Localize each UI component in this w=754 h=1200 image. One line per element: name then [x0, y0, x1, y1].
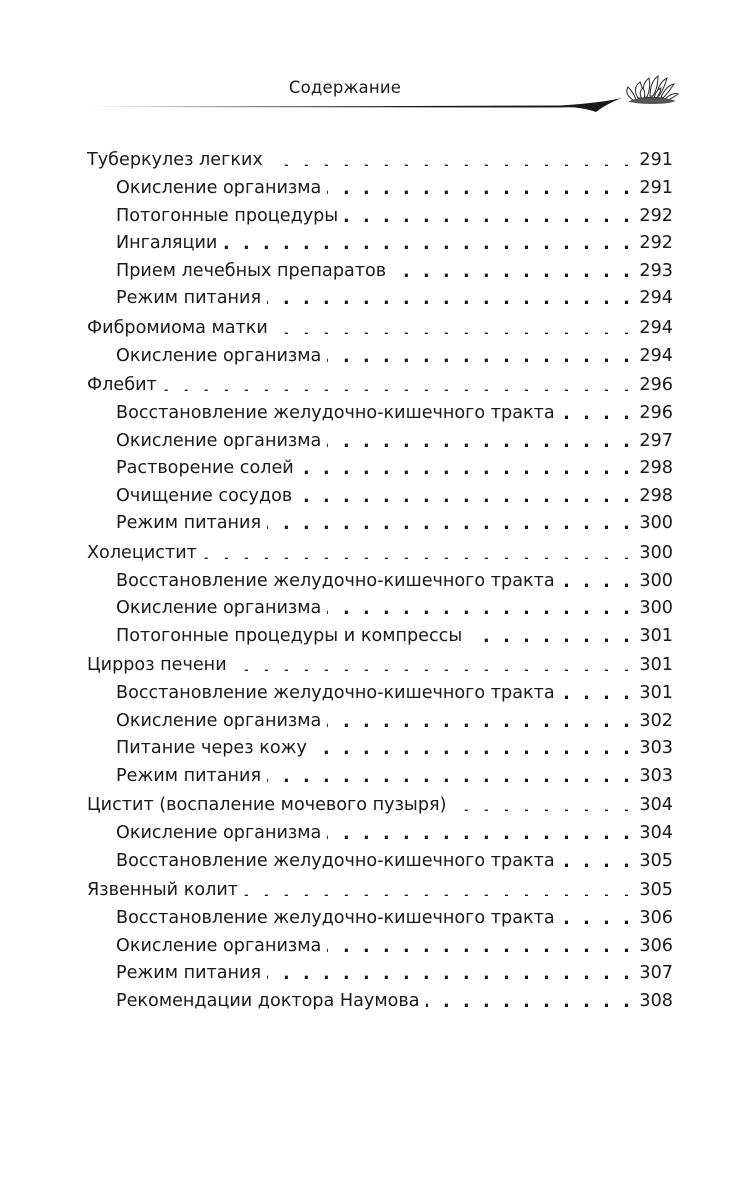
toc-entry-title: Окисление организма [116, 430, 322, 451]
toc-section-entry [87, 988, 673, 1016]
toc-entry-page-number: 293 [639, 260, 673, 281]
toc-entry-title: Восстановление желудочно-кишечного тракта [116, 683, 555, 703]
toc-entry-page-number: 291 [639, 150, 673, 170]
toc-entry-page-number: 296 [639, 375, 673, 395]
toc-chapter-entry [87, 875, 673, 905]
toc-entry-title: Режим питания [116, 513, 262, 533]
toc-entry-title: Окисление организма [116, 598, 322, 618]
toc-section-entry [87, 203, 673, 231]
toc-entry-page-number: 296 [639, 403, 673, 423]
toc-entry-page-number: 307 [639, 963, 673, 983]
dot-leader [300, 456, 634, 474]
toc-section-entry [87, 175, 673, 203]
toc-entry-title: Потогонные процедуры [116, 205, 339, 226]
toc-entry-title: Режим питания [116, 288, 262, 308]
toc-entry-page-number: 298 [639, 485, 673, 506]
toc-entry-title: Туберкулез легких [87, 150, 263, 170]
toc-entry-title: Цирроз печени [87, 655, 227, 675]
dot-leader [344, 204, 633, 222]
toc-chapter-entry [87, 313, 673, 343]
toc-section-entry [87, 595, 673, 623]
toc-chapter-entry [87, 538, 673, 568]
toc-entry-title: Окисление организма [116, 345, 322, 366]
dot-leader [327, 176, 633, 194]
toc-section-entry [87, 820, 673, 848]
toc-section-entry [87, 960, 673, 988]
dot-leader [561, 906, 634, 924]
toc-entry-title: Питание через кожу [116, 738, 307, 758]
dot-leader [203, 541, 634, 559]
dot-leader [233, 653, 634, 671]
toc-entry-page-number: 292 [639, 233, 673, 253]
dot-leader [327, 344, 633, 362]
dot-leader [298, 484, 633, 502]
toc-chapter-entry [87, 650, 673, 680]
toc-entry-page-number: 300 [639, 542, 673, 563]
toc-entry-title: Окисление организма [116, 710, 322, 731]
toc-entry-page-number: 292 [639, 205, 673, 226]
toc-entry-title: Фибромиома матки [87, 317, 268, 338]
toc-entry-page-number: 300 [639, 598, 673, 618]
dot-leader [452, 793, 633, 811]
toc-entry-title: Режим питания [116, 963, 262, 983]
toc-entry-page-number: 304 [639, 823, 673, 843]
toc-entry-page-number: 303 [639, 765, 673, 786]
toc-entry-title: Флебит [87, 375, 157, 395]
toc-entry-page-number: 302 [639, 710, 673, 731]
toc-section-entry [87, 848, 673, 876]
toc-entry-page-number: 305 [639, 850, 673, 871]
toc-entry-title: Восстановление желудочно-кишечного тракта [116, 403, 555, 423]
toc-entry-page-number: 301 [639, 683, 673, 703]
toc-section-entry [87, 623, 673, 651]
toc-entry-title: Рекомендации доктора Наумова [116, 990, 420, 1011]
dot-leader [468, 624, 633, 642]
toc-entry-page-number: 300 [639, 570, 673, 591]
toc-section-entry [87, 708, 673, 736]
dot-leader [267, 961, 633, 979]
toc-entry-title: Холецистит [87, 542, 197, 563]
toc-section-entry [87, 285, 673, 313]
toc-entry-page-number: 303 [639, 738, 673, 758]
toc-section-entry [87, 568, 673, 596]
dot-leader [267, 764, 633, 782]
toc-entry-page-number: 300 [639, 513, 673, 533]
header-rule-ornament [0, 0, 754, 130]
toc-entry-title: Ингаляции [116, 233, 218, 253]
toc-entry-title: Окисление организма [116, 823, 322, 843]
toc-section-entry [87, 483, 673, 511]
header-rule [86, 98, 622, 112]
toc-entry-title: Окисление организма [116, 178, 322, 198]
toc-entry-title: Окисление организма [116, 935, 322, 956]
toc-section-entry [87, 905, 673, 933]
toc-section-entry [87, 230, 673, 258]
toc-entry-page-number: 291 [639, 178, 673, 198]
toc-entry-title: Очищение сосудов [116, 485, 293, 506]
running-title: Содержание [288, 78, 402, 97]
toc-section-entry [87, 400, 673, 428]
dot-leader [426, 989, 634, 1007]
toc-entry-title: Язвенный колит [87, 880, 239, 900]
toc-section-entry [87, 680, 673, 708]
toc-entry-page-number: 306 [639, 908, 673, 928]
toc-chapter-entry [87, 790, 673, 820]
toc-entry-page-number: 297 [639, 430, 673, 451]
dot-leader [269, 148, 634, 166]
dot-leader [223, 231, 633, 249]
toc-entry-page-number: 306 [639, 935, 673, 956]
toc-entry-page-number: 304 [639, 795, 673, 815]
toc-entry-page-number: 294 [639, 317, 673, 338]
dot-leader [392, 259, 633, 277]
toc-section-entry [87, 735, 673, 763]
toc-section-entry [87, 933, 673, 961]
toc-entry-page-number: 294 [639, 345, 673, 366]
toc-entry-page-number: 298 [639, 458, 673, 478]
dot-leader [313, 736, 634, 754]
dot-leader [561, 401, 634, 419]
toc-section-entry [87, 258, 673, 286]
toc-entry-title: Растворение солей [116, 458, 294, 478]
dot-leader [274, 316, 634, 334]
toc-entry-page-number: 308 [639, 990, 673, 1011]
toc-section-entry [87, 763, 673, 791]
dot-leader [561, 849, 634, 867]
toc-chapter-entry [87, 145, 673, 175]
toc-section-entry [87, 428, 673, 456]
toc-chapter-entry [87, 370, 673, 400]
toc-entry-title: Цистит (воспаление мочевого пузыря) [87, 795, 447, 815]
toc-section-entry [87, 510, 673, 538]
toc-entry-title: Восстановление желудочно-кишечного тракта [116, 570, 555, 591]
toc-section-entry [87, 455, 673, 483]
dot-leader [267, 286, 633, 304]
toc-entry-page-number: 294 [639, 288, 673, 308]
page-header [0, 0, 754, 130]
toc-entry-title: Прием лечебных препаратов [116, 260, 387, 281]
dot-leader [244, 878, 633, 896]
toc-entry-title: Восстановление желудочно-кишечного тракта [116, 850, 555, 871]
toc-entry-title: Потогонные процедуры и компрессы [116, 625, 463, 646]
dot-leader [327, 934, 633, 952]
dot-leader [163, 373, 634, 391]
dot-leader [327, 596, 633, 614]
table-of-contents [87, 145, 673, 1015]
dot-leader [267, 511, 633, 529]
toc-entry-title: Восстановление желудочно-кишечного тракта [116, 908, 555, 928]
toc-entry-title: Режим питания [116, 765, 262, 786]
dot-leader [561, 569, 634, 587]
dot-leader [327, 709, 633, 727]
toc-entry-page-number: 301 [639, 655, 673, 675]
toc-section-entry [87, 343, 673, 371]
toc-entry-page-number: 305 [639, 880, 673, 900]
dot-leader [327, 429, 633, 447]
toc-entry-page-number: 301 [639, 625, 673, 646]
dot-leader [327, 821, 633, 839]
dot-leader [561, 681, 634, 699]
